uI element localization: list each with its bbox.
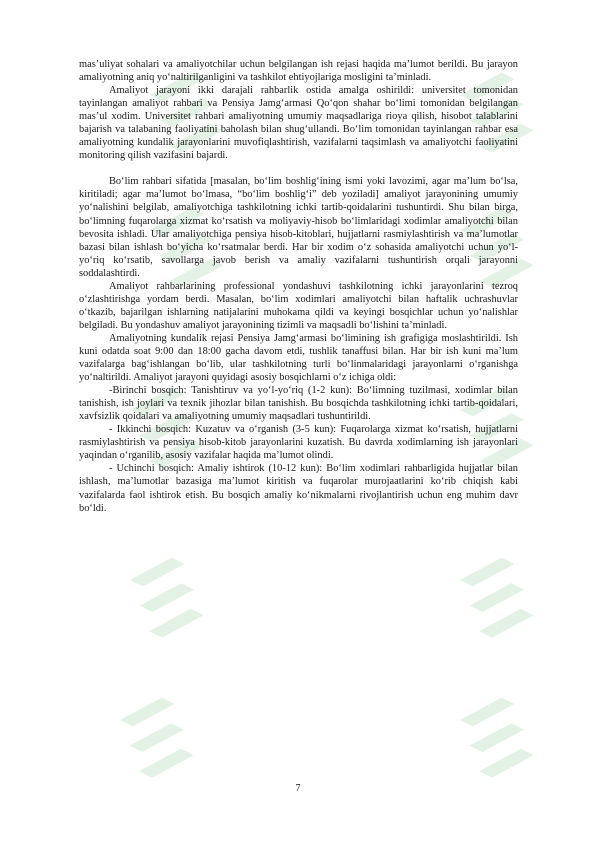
watermark-mark [120,698,194,778]
body-text [79,58,518,515]
watermark-mark [460,558,534,638]
paragraph: mas’uliyat sohalari va amaliyotchilar uchun belgilangan ish rejasi haqida ma’lumot berildi. Bu jarayon amaliyotning aniq yo‘naltirilganligini va tashkilot ehtiyojlariga mosligini ta’minladi. [79,59,518,84]
page-number: 7 [295,783,301,794]
paragraph: Bo‘lim rahbari sifatida [masalan, bo‘lim boshlig‘ining ismi yoki lavozimi, agar ma’lum bo‘lsa, kiritiladi; agar ma’lumot bo‘lmasa, “bo‘lim boshlig‘i” deb yoziladi] amaliyot jarayonining umumiy yo‘nalishini belgilab, amaliyotchiga tashkilotning ichki tartib-qoidalarini tushuntirdi. Shu bilan birga, bo‘limning fuqarolarga xizmat ko‘rsatish va moliyaviy-hisob bo‘limlaridagi xodimlar amaliyotchi bilan bevosita ishladi. Ular amaliyotchiga pensiya hisob-kitoblari, hujjatlarni rasmiylashtirish va ma’lumotlar bazasi bilan ishlash bo‘yicha ko‘rsatmalar berdi. Har bir xodim o‘z sohasida amaliyotchi uchun yo‘l-yo‘riq ko‘rsatib, savollarga javob berish va amaliy vazifalarni tushuntirish orqali jarayonni soddalashtirdi. [79,176,518,279]
list-item: - Ikkinchi bosqich: Kuzatuv va o‘rganish (3-5 kun): Fuqarolarga xizmat ko‘rsatish, hujjatlarni rasmiylashtirish va pensiya hisob-kitob jarayonlarini kuzatish. Bu davrda xodimlarning ish jarayonlari yaqindan o‘rganilib, asosiy vazifalar haqida ma’lumot olindi. [79,424,518,462]
paragraph: Amaliyot rahbarlarining professional yondashuvi tashkilotning ichki jarayonlarini tezroq o‘zlashtirishga yordam berdi. Masalan, bo‘lim xodimlari amaliyotchi bilan haftalik uchrashuvlar o‘tkazib, bajarilgan ishlarning natijalarini muhokama qildi va keyingi bosqichlar uchun yo‘nalishlar belgiladi. Bu yondashuv amaliyot jarayonining tizimli va maqsadli bo‘lishini ta’minladi. [79,280,518,331]
list-item: - Uchinchi bosqich: Amaliy ishtirok (10-12 kun): Bo‘lim xodimlari rahbarligida hujjatlar bilan ishlash, ma’lumotlar bazasiga ma’lumot kiritish va fuqarolar murojaatlarini ko‘rib chiqish kabi vazifalarda faol ishtirok etish. Bu bosqich amaliy ko‘nikmalarni rivojlantirish uchun eng muhim davr bo‘ldi. [79,463,518,514]
watermark-mark [130,558,204,638]
list-item: -Birinchi bosqich: Tanishtiruv va yo‘l-yo‘riq (1-2 kun): Bo‘limning tuzilmasi, xodimlar bilan tanishish, ish joylari va texnik jihozlar bilan tanishish. Bu bosqichda tashkilotning ichki tartib-qoidalari, xavfsizlik qoidalari va amaliyotning umumiy maqsadlari tushuntirildi. [79,385,518,423]
watermark-mark [460,698,534,778]
paragraph: Amaliyotning kundalik rejasi Pensiya Jamg‘armasi bo‘limining ish grafigiga moslashtirildi. Ish kuni odatda soat 9:00 dan 18:00 gacha davom etdi, tushlik tanaffusi bilan. Har bir ish kuni ma’lum vazifalarga bag‘ishlangan bo‘lib, ular tashkilotning turli bo‘linmalaridagi jarayonlarni o‘rganishga yo‘naltirildi. Amaliyot jarayoni quyidagi asosiy bosqichlarni o‘z ichiga oldi: [79,332,518,384]
paragraph: Amaliyot jarayoni ikki darajali rahbarlik ostida amalga oshirildi: universitet tomonidan tayinlangan amaliyot rahbari va Pensiya Jamg‘armasi Qo‘qon shahar bo‘limi tomonidan belgilangan mas’ul xodim. Universitet rahbari amaliyotning umumiy maqsadlariga rioya qilish, hisobot talablarini bajarish va talabaning faoliyatini baholash bilan shug‘ullandi. Bo‘lim tomonidan tayinlangan rahbar esa amaliyotning kundalik jarayonlarini muvofiqlashtirish, vazifalarni taqsimlash va amaliyotchi faoliyatini monitoring qilish vazifasini bajardi. [79,85,518,162]
